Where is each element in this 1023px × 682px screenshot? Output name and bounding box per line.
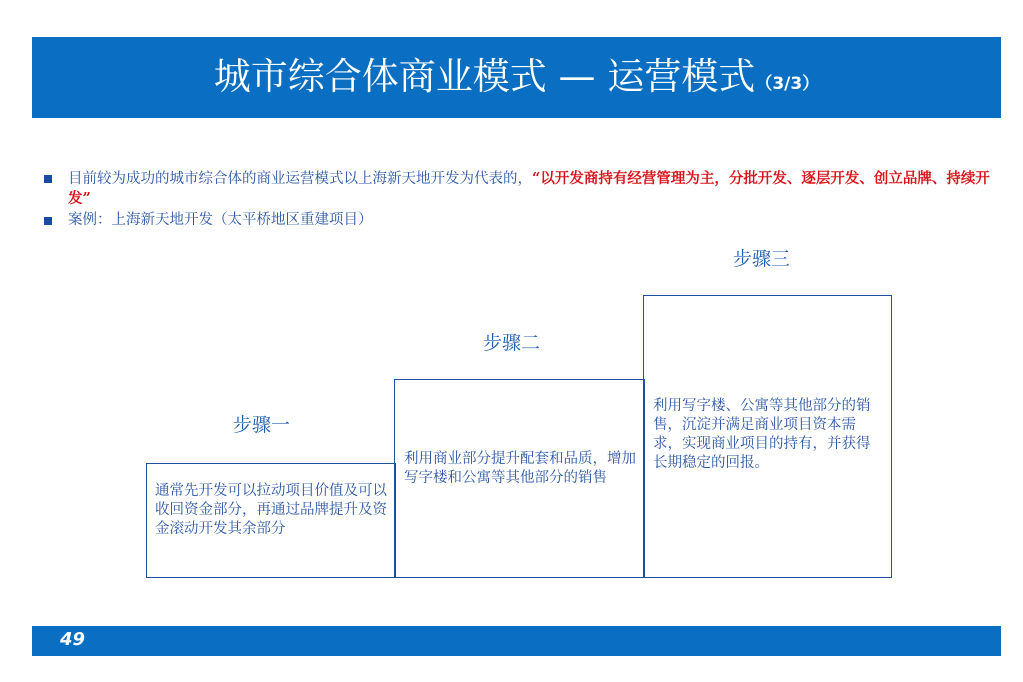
page-title-suffix: （3/3）: [755, 74, 820, 94]
step3-box: [643, 295, 892, 578]
footer-bar: [32, 626, 1001, 656]
step2-text: 利用商业部分提升配套和品质，增加写字楼和公寓等其他部分的销售: [404, 451, 636, 486]
step1-box: [146, 463, 396, 578]
step1-text: 通常先开发可以拉动项目价值及可以收回资金部分，再通过品牌提升及资金滚动开发其余部分: [155, 483, 387, 537]
bullet-text-highlight: “以开发商持有经营管理为主，分批开发、逐层开发、创立品牌、持续开发”: [68, 170, 990, 207]
title-bar: [32, 37, 1001, 118]
page-title: [32, 55, 1001, 106]
bullet-item: [44, 169, 994, 209]
bullet-list: [44, 169, 994, 232]
page-number: 49: [60, 629, 86, 650]
step3-label: 步骤三: [733, 248, 791, 270]
step2-label: 步骤二: [483, 332, 541, 354]
bullet-text-case: 案例：上海新天地开发（太平桥地区重建项目）: [68, 212, 373, 228]
square-bullet-icon: [44, 175, 52, 183]
step1-label: 步骤一: [233, 414, 291, 436]
square-bullet-icon: [44, 217, 52, 225]
step2-box: [394, 379, 645, 578]
bullet-text-plain: 目前较为成功的城市综合体的商业运营模式以上海新天地开发为代表的，: [68, 171, 532, 187]
bullet-item: [44, 211, 994, 230]
step3-text: 利用写字楼、公寓等其他部分的销售，沉淀并满足商业项目资本需求，实现商业项目的持有，并获得长期稳定的回报。: [653, 398, 871, 471]
page-title-main: 城市综合体商业模式 — 运营模式: [213, 55, 756, 98]
